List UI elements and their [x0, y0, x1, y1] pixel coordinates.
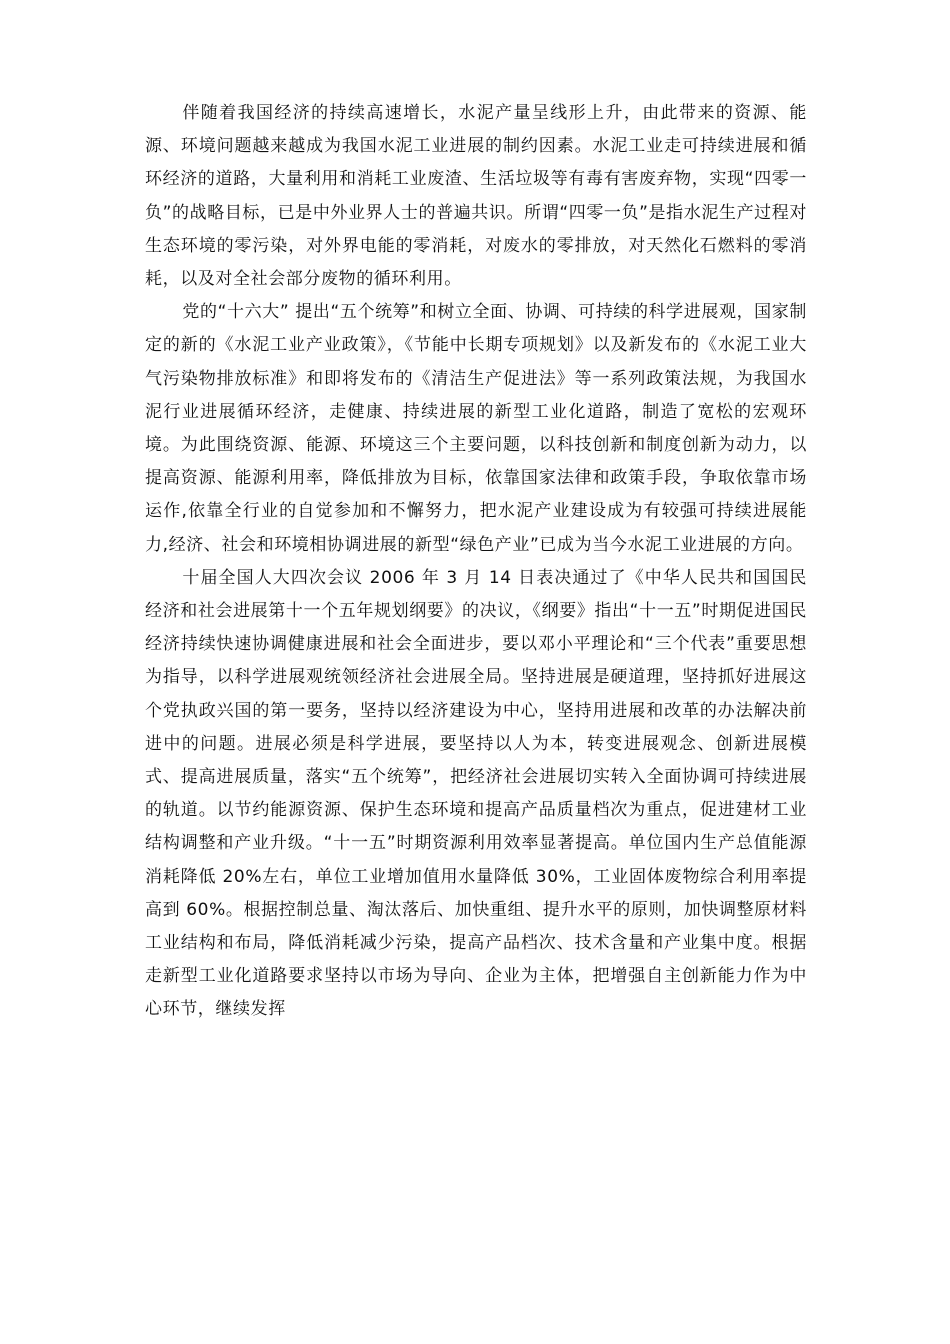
- paragraph: 伴随着我国经济的持续高速增长，水泥产量呈线形上升，由此带来的资源、能源、环境问题越来越成为我国水泥工业进展的制约因素。水泥工业走可持续进展和循环经济的道路，大量利用和消耗工业废渣、生活垃圾等有毒有害废弃物，实现“四零一负”的战略目标，已是中外业界人士的普遍共识。所谓“四零一负”是指水泥生产过程对生态环境的零污染，对外界电能的零消耗，对废水的零排放，对天然化石燃料的零消耗，以及对全社会部分废物的循环利用。: [145, 103, 807, 290]
- document-body: [145, 97, 807, 1027]
- paragraph: 十届全国人大四次会议 2006 年 3 月 14 日表决通过了《中华人民共和国国民经济和社会进展第十一个五年规划纲要》的决议，《纲要》指出“十一五”时期促进国民经济持续快速协调健康进展和社会全面进步，要以邓小平理论和“三个代表”重要思想为指导，以科学进展观统领经济社会进展全局。坚持进展是硬道理，坚持抓好进展这个党执政兴国的第一要务，坚持以经济建设为中心，坚持用进展和改革的办法解决前进中的问题。进展必须是科学进展，要坚持以人为本，转变进展观念、创新进展模式、提高进展质量，落实“五个统筹”，把经济社会进展切实转入全面协调可持续进展的轨道。以节约能源资源、保护生态环境和提高产品质量档次为重点，促进建材工业结构调整和产业升级。“十一五”时期资源利用效率显著提高。单位国内生产总值能源消耗降低 20%左右，单位工业增加值用水量降低 30%，工业固体废物综合利用率提高到 60%。根据控制总量、淘汰落后、加快重组、提升水平的原则，加快调整原材料工业结构和布局，降低消耗减少污染，提高产品档次、技术含量和产业集中度。根据走新型工业化道路要求坚持以市场为导向、企业为主体，把增强自主创新能力作为中心环节，继续发挥: [145, 567, 807, 1020]
- paragraph: 党的“十六大” 提出“五个统筹”和树立全面、协调、可持续的科学进展观，国家制定的新的《水泥工业产业政策》，《节能中长期专项规划》以及新发布的《水泥工业大气污染物排放标准》和即将发布的《清洁生产促进法》等一系列政策法规，为我国水泥行业进展循环经济，走健康、持续进展的新型工业化道路，制造了宽松的宏观环境。为此围绕资源、能源、环境这三个主要问题，以科技创新和制度创新为动力，以提高资源、能源利用率，降低排放为目标，依靠国家法律和政策手段，争取依靠市场运作,依靠全行业的自觉参加和不懈努力，把水泥产业建设成为有较强可持续进展能力,经济、社会和环境相协调进展的新型“绿色产业”已成为当今水泥工业进展的方向。: [145, 302, 807, 555]
